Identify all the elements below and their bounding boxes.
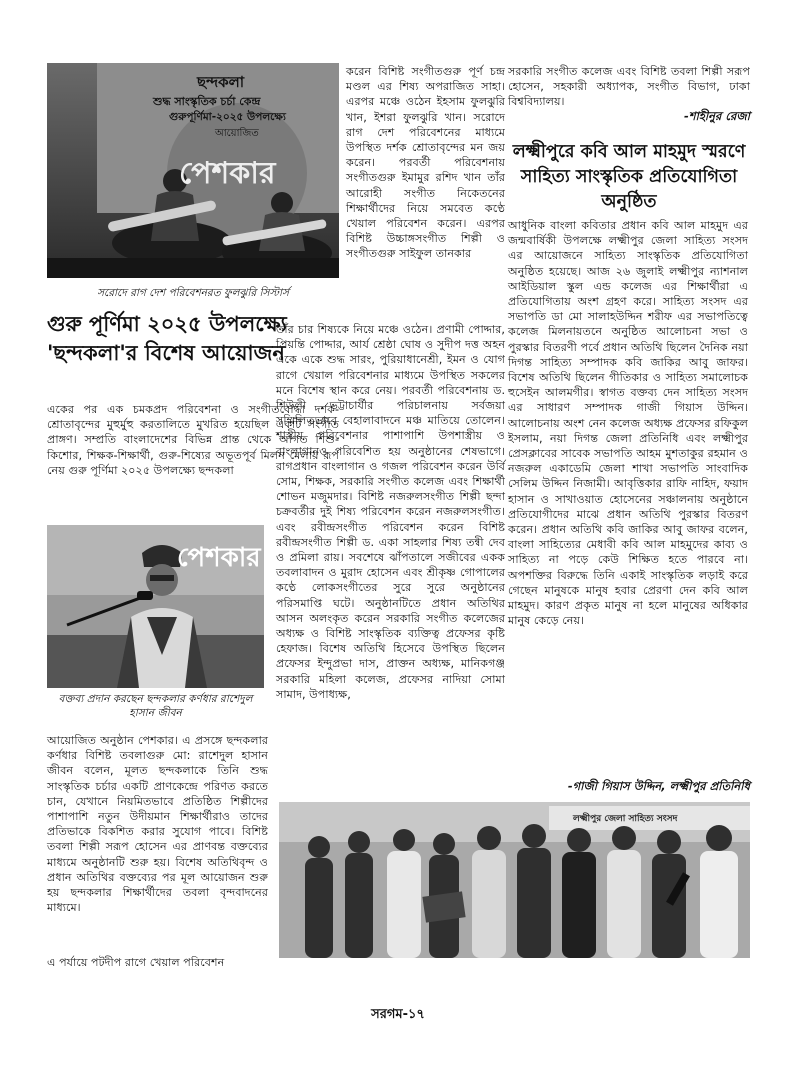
article2-headline: লক্ষ্মীপুরে কবি আল মাহমুদ স্মরণে সাহিত্য সাংস্কৃতিক প্রতিযোগিতা অনুষ্ঠিত [512,142,746,212]
article1-col2-top: করেন বিশিষ্ট সংগীতগুরু পূর্ণ চন্দ্র মণ্ডল এর শিষ্য অপরাজিত সাহা। এরপর মঞ্চে ওঠেন ইহসাম ফুলঝুরি খান, ইশরা ফুলঝুরি খান। সরোদে রাগ দেশ পরিবেশনের মাধ্যমে উপস্থিত দর্শক শ্রোতাবৃন্দের মন জয় করেন। পরবর্তী পরিবেশনায় সংগীতগুরু ইমামুর রশিদ খান তাঁর আরোহী সংগীত নিকেতনের শিক্ষার্থীদের নিয়ে সমবেত কণ্ঠে খেয়াল পরিবেশন করেন। এরপর বিশিষ্ট উচ্চাঙ্গসংগীত শিল্পী ও সংগীতগুরু সাইফুল তানকার [346,65,505,261]
photo1-banner-occasion: গুরুপূর্ণিমা-২০২৫ উপলক্ষ্যে [169,111,286,123]
article2-body: আধুনিক বাংলা কবিতার প্রধান কবি আল মাহমুদ এর জন্মবার্ষিকী উপলক্ষে লক্ষ্মীপুর জেলা সাহিত্য সংসদ এর আয়োজনে সাহিত্য সাংস্কৃতিক প্রতিযোগিতা অনুষ্ঠিত হয়েছে। আজ ২৬ জুলাই লক্ষ্মীপুর ন্যাশনাল আইডিয়াল স্কুল এন্ড কলেজ এর শিক্ষার্থীরা এ প্রতিযোগিতায় অংশ গ্রহণ করে। সাহিত্য সংসদ এর সভাপতি ডা মো সালাহউদ্দিন শরীফ এর সভাপতিত্বে কলেজ মিলনায়তনে অনুষ্ঠিত আলোচনা সভা ও পুরস্কার বিতরণী পর্বে প্রধান অতিথি ছিলেন দৈনিক নয়া দিগন্ত সাহিত্য সম্পাদক কবি জাকির আবু জাফর। বিশেষ অতিথি ছিলেন গীতিকার ও সাহিত্য সমালোচক হুসেইন আলমগীর। স্বাগত বক্তব্য দেন সাহিত্য সংসদ এর সাধারণ সম্পাদক গাজী গিয়াস উদ্দিন। আলোচনায় অংশ নেন কলেজ অধ্যক্ষ প্রফেসর রফিকুল ইসলাম, নয়া দিগন্ত জেলা প্রতিনিধি এবং লক্ষ্মীপুর প্রেসক্লাবের সাবেক সভাপতি আহম মুশতাকুর রহমান ও নজরুল একাডেমি জেলা শাখা সভাপতি সাংবাদিক সেলিম উদ্দিন নিজামী। আবৃত্তিকার রাফি নাহিদ, ফয়াদ হাসান ও সাখাওয়াত হোসেনের সঞ্চালনায় অনুষ্ঠানে প্রতিযোগীদের মাঝে প্রধান অতিথি পুরস্কার বিতরণ করেন। প্রধান অতিথি কবি জাকির আবু জাফর বলেন, বাংলা সাহিত্যের মেধাবী কবি আল মাহমুদের কাব্য ও সাহিত্য না পড়ে কেউ শিক্ষিত হতে পারবে না। অপশক্তির বিরুদ্ধে তিনি একাই সাংস্কৃতিক লড়াই করে গেছেন মানুষকে মানুষ হবার প্রেরণা দেন কবি আল মাহমুদ। কারণ প্রকৃত মানুষ না হলে মানুষের অধিকার মানুষ কেড়ে নেয়। [508,219,748,628]
photo1-caption: সরোদে রাগ দেশ পরিবেশনরত ফুলঝুরি সিস্টার্স [97,287,289,299]
photo1-banner-subtitle: শুদ্ধ সাংস্কৃতিক চর্চা কেন্দ্র [153,95,261,108]
photo1-banner-title: ছন্দকলা [197,73,245,91]
article2-byline: -গাজী গিয়াস উদ্দিন, লক্ষ্মীপুর প্রতিনিধি [567,779,750,793]
photo-award-ceremony [279,802,750,958]
article1-col1-paragraph1: একের পর এক চমকপ্রদ পরিবেশনা ও সংগীতবোদ্ধা দর্শক-শ্রোতাবৃন্দের মুহুর্মুহু করতালিতে মুখরিত হয়েছিল একটি সংগীত প্রাঙ্গণ। সম্প্রতি বাংলাদেশের বিভিন্ন প্রান্ত থেকে আগত শিশু-কিশোর, শিক্ষক-শিক্ষার্থী, গুরু-শিষ্যের অভূতপূর্ব মিলন মেলায় রূপ নেয় গুরু পূর্ণিমা ২০২৫ উপলক্ষ্যে ছন্দকলা [47,403,339,477]
article1-col1-paragraph2: আয়োজিত অনুষ্ঠান পেশকার। এ প্রসঙ্গে ছন্দকলার কর্ণধার বিশিষ্ট তবলাগুরু মো: রাশেদুল হাসান জীবন বলেন, মূলত ছন্দকলাকে তিনি শুদ্ধ সাংস্কৃতিক চর্চার একটি প্রাণকেন্দ্রে পরিণত করতে চান, যেখানে নিয়মিতভাবে প্রতিষ্ঠিত শিল্পীদের পাশাপাশি নতুন উদীয়মান শিক্ষার্থীরাও তাদের প্রতিভাকে বিকশিত করার সুযোগ পাবে। বিশিষ্ট তবলা শিল্পী সরূপ হোসেন এর প্রাণবন্ত বক্তব্যের মাধ্যমে অনুষ্ঠানটি শুরু হয়। বিশেষ অতিথিবৃন্দ ও প্রধান অতিথির বক্তব্যের পর মূল আয়োজন শুরু হয় ছন্দকলার শিক্ষার্থীদের তবলা বৃন্দবাদনের মাধ্যমে। [47,734,268,915]
photo1-banner-organized: আয়োজিত [215,128,259,139]
photo2-caption: বক্তব্য প্রদান করছেন ছন্দকলার কর্ণধার রাশেদুল হাসান জীবন [58,693,253,719]
photo-sarod-performers [47,63,339,278]
photo3-banner: লক্ষ্মীপুর জেলা সাহিত্য সংসদ [573,814,678,824]
photo1-banner-word: পেশকার [179,156,276,191]
article1-col1-paragraph3: এ পর্যায়ে পটদীপ রাগে খেয়াল পরিবেশন [47,956,225,969]
article1-col3-top: সরকারি সংগীত কলেজ এবং বিশিষ্ট তবলা শিল্পী সরূপ হোসেন, সহকারী অধ্যাপক, সংগীত বিভাগ, ঢাকা বিশ্ববিদ্যালয়। [508,65,750,109]
photo-speaker [47,525,264,688]
article1-headline: গুরু পূর্ণিমা ২০২৫ উপলক্ষ্যে 'ছন্দকলা'র বিশেষ আয়োজন [47,312,287,365]
page-number: সরগম-১৭ [371,1007,425,1022]
article1-byline: -শাহীনুর রেজা [683,109,750,123]
photo2-banner-word: পেশকার [177,543,261,573]
article1-col2-bottom: তাঁর চার শিষ্যকে নিয়ে মঞ্চে ওঠেন। প্রণামী পোদ্দার, প্রিয়ন্তি পোদ্দার, আর্য শ্রেষ্ঠা ঘোষ ও সুদীপ দত্ত অহন একে একে শুদ্ধ সারং, পুরিয়াধানেশ্রী, ইমন ও যোগ রাগে খেয়াল পরিবেশনার মাধ্যমে উপস্থিত সকলের মনে বিশেষ স্থান করে নেয়। পরবর্তী পরিবেশনায় ড. শিউলী ভট্টাচার্যীর পরিচালনায় সর্বজয়া সম্মিলিতভাবে বেহালাবাদনে মঞ্চ মাতিয়ে তোলেন। শাস্ত্রীয় পরিবেশনার পাশাপাশি উপশাস্ত্রীয় ও বাংলাগানও পরিবেশিত হয় অনুষ্ঠানের শেষভাগে। রাগপ্রধান বাংলাগান ও গজল পরিবেশন করেন উর্বি সোম, শিক্ষক, সরকারি সংগীত কলেজ এবং শিক্ষার্থী শোভন মজুমদার। বিশিষ্ট নজরুলসংগীত শিল্পী ছন্দা চক্রবর্তীর দুই শিষ্য পরিবেশন করেন নজরুলসংগীত। এবং রবীন্দ্রসংগীত পরিবেশন করেন বিশিষ্ট রবীন্দ্রসংগীত শিল্পী ড. একা সাহলার শিষ্য তন্বী দেব ও প্রমিলা রায়। সবশেষে ঝাঁপতালে সজীবের একক তবলাবাদন ও মুরাদ হোসেন এবং শ্রীকৃষ্ণ গোপালের কণ্ঠে লোকসংগীতের সুরে সুরে অনুষ্ঠানের পরিসমাপ্তি ঘটে। অনুষ্ঠানটিতে প্রধান অতিথির আসন অলংকৃত করেন সরকারি সংগীত কলেজের অধ্যক্ষ ও বিশিষ্ট সাংস্কৃতিক ব্যক্তিত্ব প্রফেসর কৃষ্টি হেফাজ। বিশেষ অতিথি হিসেবে উপস্থিত ছিলেন প্রফেসর ইন্দুপ্রভা দাস, প্রাক্তন অধ্যক্ষ, মানিকগঞ্জ সরকারি মহিলা কলেজ, প্রফেসর নাদিয়া সোমা সামাদ, উপাধ্যক্ষ, [276,323,505,701]
